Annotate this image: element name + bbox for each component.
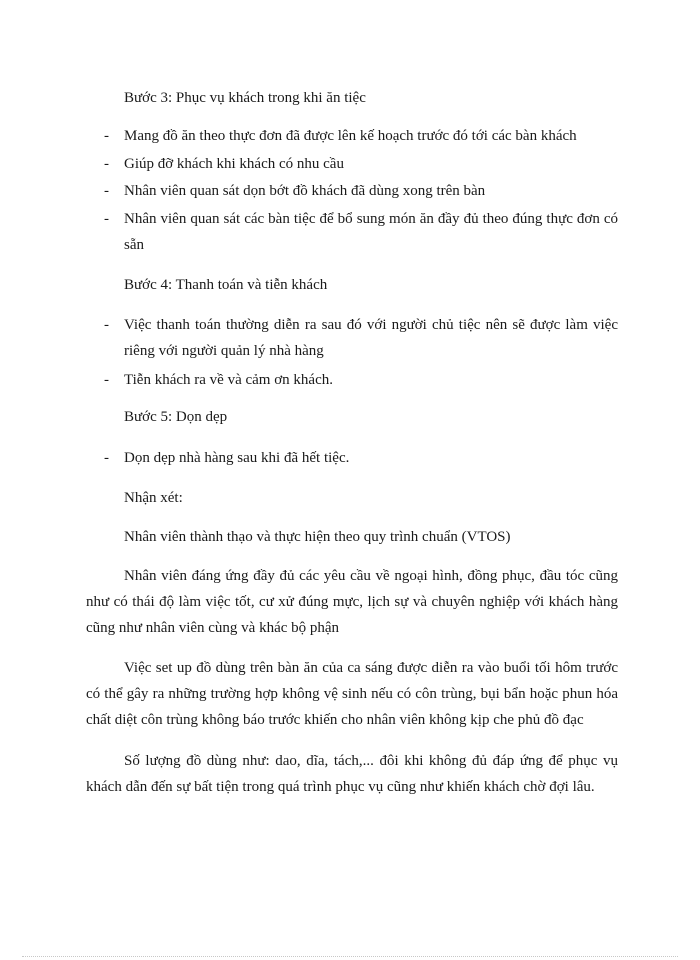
step3-item-3: Nhân viên quan sát dọn bớt đồ khách đã dùng xong trên bàn [124, 183, 486, 199]
step4-item-2: Tiễn khách ra về và cảm ơn khách. [124, 372, 333, 388]
bullet-dash: - [104, 183, 109, 199]
bullet-dash: - [104, 372, 109, 388]
step3-item-4: Nhân viên quan sát các bàn tiệc để bổ sung món ăn đầy đủ theo đúng thực đơn có sẵn [124, 211, 618, 253]
remarks-heading: Nhận xét: [124, 490, 183, 506]
step3-item-2: Giúp đỡ khách khi khách có nhu cầu [124, 156, 344, 172]
remarks-first-line: Nhân viên thành thạo và thực hiện theo quy trình chuẩn (VTOS) [124, 529, 511, 545]
remarks-paragraph-1: Nhân viên đáng ứng đầy đủ các yêu cầu về ngoại hình, đồng phục, đầu tóc cũng như có thái độ làm việc tốt, cư xử đúng mực, lịch sự và chuyên nghiệp với khách hàng cũng như nhân viên cùng và khác bộ phận [86, 568, 618, 636]
step5-heading: Bước 5: Dọn dẹp [124, 409, 228, 425]
remarks-paragraph-2: Việc set up đồ dùng trên bàn ăn của ca sáng được diễn ra vào buổi tối hôm trước có thể gây ra những trường hợp không vệ sinh nếu có côn trùng, bụi bẩn hoặc phun hóa chất diệt côn trùng không báo trước khiến cho nhân viên không kịp che phủ đồ đạc [86, 660, 618, 728]
page-bottom-divider [22, 956, 678, 957]
bullet-dash: - [104, 156, 109, 172]
bullet-dash: - [104, 450, 109, 466]
remarks-paragraph-3: Số lượng đồ dùng như: dao, dĩa, tách,... đôi khi không đủ đáp ứng để phục vụ khách dẫn đến sự bất tiện trong quá trình phục vụ cũng như khiến khách chờ đợi lâu. [86, 753, 618, 795]
step5-item-1: Dọn dẹp nhà hàng sau khi đã hết tiệc. [124, 450, 350, 466]
step3-item-1: Mang đồ ăn theo thực đơn đã được lên kế hoạch trước đó tới các bàn khách [124, 128, 577, 144]
bullet-dash: - [104, 317, 109, 333]
step3-heading: Bước 3: Phục vụ khách trong khi ăn tiệc [124, 90, 366, 106]
bullet-dash: - [104, 211, 109, 227]
step4-heading: Bước 4: Thanh toán và tiễn khách [124, 277, 328, 293]
bullet-dash: - [104, 128, 109, 144]
step4-item-1: Việc thanh toán thường diễn ra sau đó với người chủ tiệc nên sẽ được làm việc riêng với người quản lý nhà hàng [124, 317, 618, 359]
